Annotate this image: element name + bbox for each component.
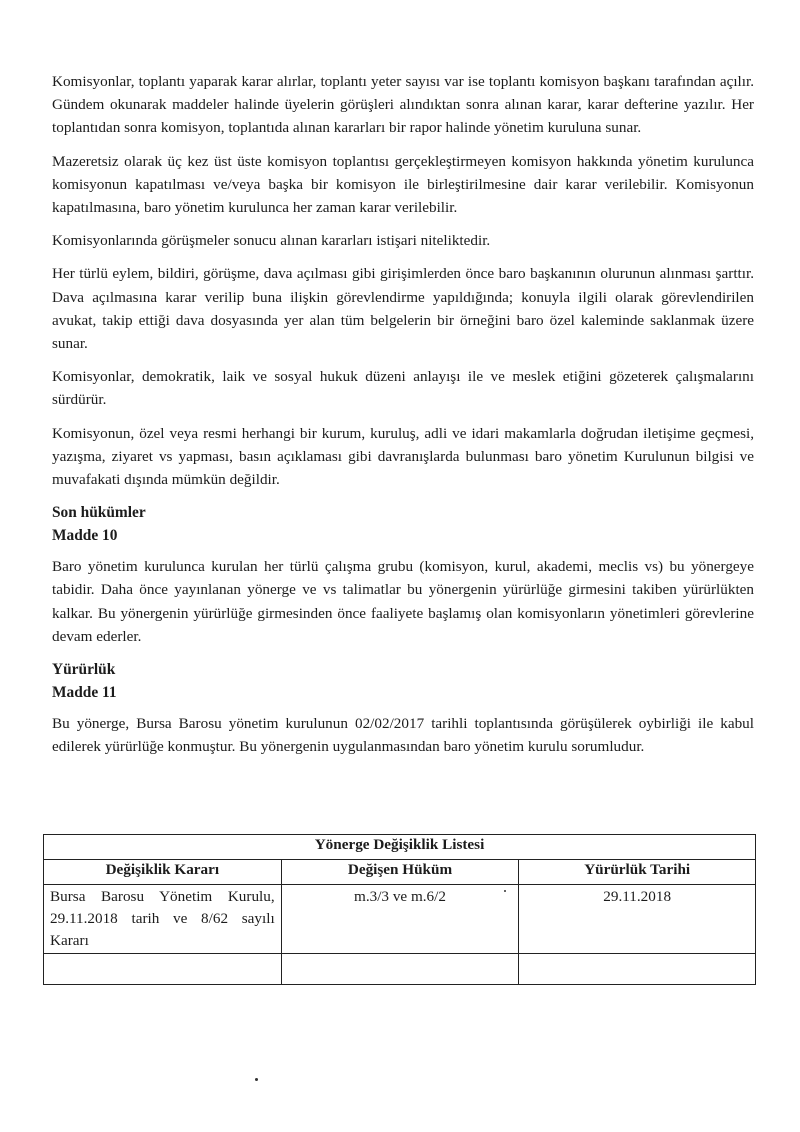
column-header-changed-provision: Değişen Hüküm (281, 860, 519, 885)
table-row (44, 885, 756, 954)
table-header-row (44, 860, 756, 885)
table-cell-empty (281, 954, 519, 985)
paragraph-advisory-decisions: Komisyonlarında görüşmeler sonucu alınan kararları istişari niteliktedir. (52, 232, 491, 250)
table-cell-effective-date: 29.11.2018 (519, 885, 756, 954)
article-heading-10: Madde 10 (52, 527, 118, 545)
section-heading-final-provisions: Son hükümler (52, 504, 146, 522)
paragraph-commission-closure: Mazeretsiz olarak üç kez üst üste komisyon toplantısı gerçekleştirmeyen komisyon hakkında yönetim kurulunca komisyonun kapatılması ve/veya başka bir komisyon ile birleştirilmesine dair karar verilebilir. Komisyonun kapatılmasına, baro yönetim kurulunca her zaman karar verilebilir. (52, 152, 754, 217)
paragraph-article-10: Baro yönetim kurulunca kurulan her türlü çalışma grubu (komisyon, kurul, akademi, meclis vs) bu yönergeye tabidir. Daha önce yayınlanan yönerge ve vs talimatlar bu yönergenin yürürlüğe girmesini takiben yürürlükten kalkar. Bu yönergenin yürürlüğe girmesinden önce faaliyete başlamış olan komisyonların yönetimleri görevlerine devam ederler. (52, 558, 754, 645)
paragraph-external-communication: Komisyonun, özel veya resmi herhangi bir kurum, kuruluş, adli ve idari makamlarla doğrudan iletişime geçmesi, yazışma, ziyaret vs yapması, basın açıklaması gibi davranışlarda bulunması baro yönetim Kurulunun bilgisi ve muvafakati dışında mümkün değildir. (52, 424, 754, 489)
table-cell-decision: Bursa Barosu Yönetim Kurulu, 29.11.2018 tarih ve 8/62 sayılı Kararı (44, 885, 282, 954)
paragraph-principles: Komisyonlar, demokratik, laik ve sosyal hukuk düzeni anlayışı ile ve meslek etiğini gözeterek çalışmalarını sürdürür. (52, 368, 754, 409)
document-body (52, 70, 754, 768)
table-title-row (44, 835, 756, 860)
paragraph-meeting-procedure: Komisyonlar, toplantı yaparak karar alırlar, toplantı yeter sayısı var ise toplantı komisyon başkanı tarafından açılır. Gündem okunarak maddeler halinde üyelerin görüşleri alındıktan sonra alınan karar, karar defterine yazılır. Her toplantıdan sonra komisyon, toplantıda alınan kararları bir rapor halinde yönetim kuruluna sunar. (52, 73, 754, 137)
column-header-decision: Değişiklik Kararı (44, 860, 282, 885)
scan-speck (504, 890, 506, 892)
article-heading-11: Madde 11 (52, 684, 117, 702)
table-cell-empty (44, 954, 282, 985)
paragraph-president-approval: Her türlü eylem, bildiri, görüşme, dava açılması gibi girişimlerden önce baro başkanının olurunun alınması şarttır. Dava açılmasına karar verilip buna ilişkin görevlendirme yapıldığında; konuyla ilgili olarak görevlendirilen avukat, takip ettiği dava dosyasında yer alan tüm belgelerin bir örneğini baro özel kaleminde saklanmak üzere sunar. (52, 265, 754, 353)
change-list-table (43, 834, 756, 985)
column-header-effective-date: Yürürlük Tarihi (519, 860, 756, 885)
paragraph-article-11: Bu yönerge, Bursa Barosu yönetim kurulunun 02/02/2017 tarihli toplantısında görüşülerek oybirliği ile kabul edilerek yürürlüğe konmuştur. Bu yönergenin uygulanmasından baro yönetim kurulu sorumludur. (52, 715, 754, 756)
section-heading-effective: Yürürlük (52, 661, 116, 679)
table-title: Yönerge Değişiklik Listesi (44, 835, 756, 860)
scan-speck (255, 1078, 258, 1081)
table-row-empty (44, 954, 756, 985)
table-cell-changed-provision: m.3/3 ve m.6/2 (281, 885, 519, 954)
table-cell-empty (519, 954, 756, 985)
